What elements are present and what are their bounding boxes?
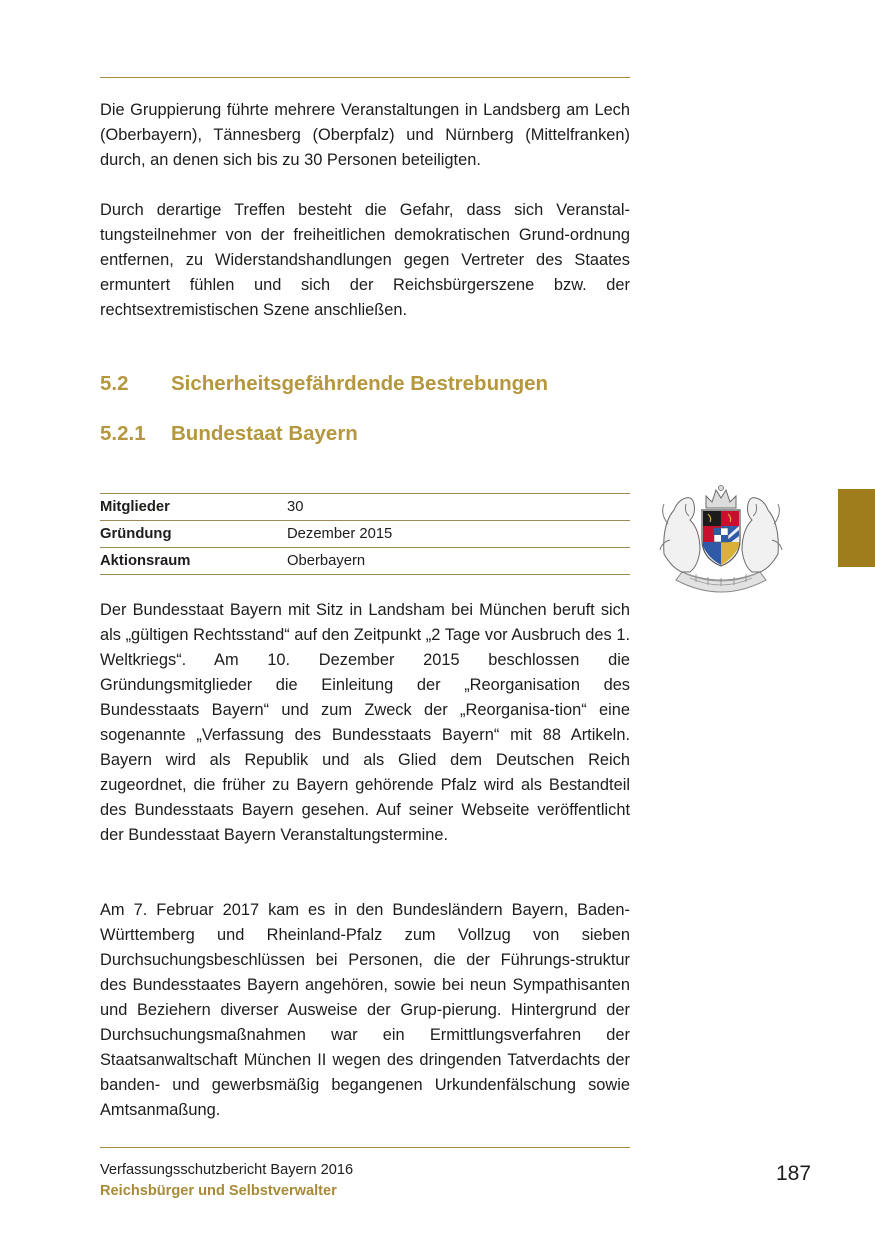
table-row xyxy=(100,548,630,575)
top-rule xyxy=(100,77,630,78)
section-title: Sicherheitsgefährdende Bestrebungen xyxy=(171,372,549,395)
section-heading-5-2-1 xyxy=(100,421,358,447)
subsection-title: Bundestaat Bayern xyxy=(171,422,358,445)
table-row xyxy=(100,521,630,548)
subsection-number: 5.2.1 xyxy=(100,422,146,445)
fact-value: Dezember 2015 xyxy=(287,521,630,548)
fact-value: 30 xyxy=(287,494,630,521)
table-row xyxy=(100,494,630,521)
fact-label: Gründung xyxy=(100,521,287,548)
paragraph-durchsuchung: Am 7. Februar 2017 kam es in den Bundesländern Bayern, Baden-Württemberg und Rheinland-Pfalz zum Vollzug von sieben Durchsuchungsbeschlüssen bei Personen, die der Führungs-struktur des Bundesstaates Bayern angehören, sowie bei neun Sympathisanten und Beziehern diverser Ausweise der Grup-pierung. Hintergrund der Durchsuchungsmaßnahmen war ein Ermittlungsverfahren der Staatsanwaltschaft München II wegen des dringenden Tatverdachts der banden- und gewerbsmäßig begangenen Urkundenfälschung sowie Amtsanmaßung. xyxy=(100,901,630,1119)
fact-value: Oberbayern xyxy=(287,548,630,575)
section-number: 5.2 xyxy=(100,372,129,395)
paragraph-bundesstaat: Der Bundesstaat Bayern mit Sitz in Landsham bei München beruft sich als „gültigen Rechtsstand“ auf den Zeitpunkt „2 Tage vor Ausbruch des 1. Weltkriegs“. Am 10. Dezember 2015 beschlossen die Gründungsmitglieder die Einleitung der „Reorganisation des Bundesstaats Bayern“ und zum Zweck der „Reorganisa-tion“ eine sogenannte „Verfassung des Bundesstaats Bayern“ mit 88 Artikeln. Bayern wird als Republik und als Glied dem Deutschen Reich zugeordnet, die früher zu Bayern gehörende Pfalz wird als Bestandteil des Bundesstaats Bayern gesehen. Auf seiner Webseite veröffentlicht der Bundesstaat Bayern Veranstaltungstermine. xyxy=(100,601,630,844)
footer-chapter: Reichsbürger und Selbstverwalter xyxy=(100,1183,337,1199)
facts-table xyxy=(100,493,630,575)
section-heading-5-2 xyxy=(100,371,548,397)
fact-label: Aktionsraum xyxy=(100,548,287,575)
chapter-tab-marker xyxy=(838,489,875,567)
footer-publication: Verfassungsschutzbericht Bayern 2016 xyxy=(100,1162,354,1178)
page-number: 187 xyxy=(776,1162,812,1185)
fact-label: Mitglieder xyxy=(100,494,287,521)
paragraph-gruppierung: Die Gruppierung führte mehrere Veranstaltungen in Landsberg am Lech (Oberbayern), Tännesberg (Oberpfalz) und Nürnberg (Mittelfranken) durch, an denen sich bis zu 30 Personen beteiligten. xyxy=(100,101,630,169)
footer-rule xyxy=(100,1147,630,1148)
paragraph-gefahr: Durch derartige Treffen besteht die Gefahr, dass sich Veranstal-tungsteilnehmer von der freiheitlichen demokratischen Grund-ordnung entfernen, zu Widerstandshandlungen gegen Vertreter des Staates ermuntert fühlen und sich der Reichsbürgerszene bzw. der rechtsextremistischen Szene anschließen. xyxy=(100,201,630,319)
coat-of-arms-icon xyxy=(656,484,786,596)
